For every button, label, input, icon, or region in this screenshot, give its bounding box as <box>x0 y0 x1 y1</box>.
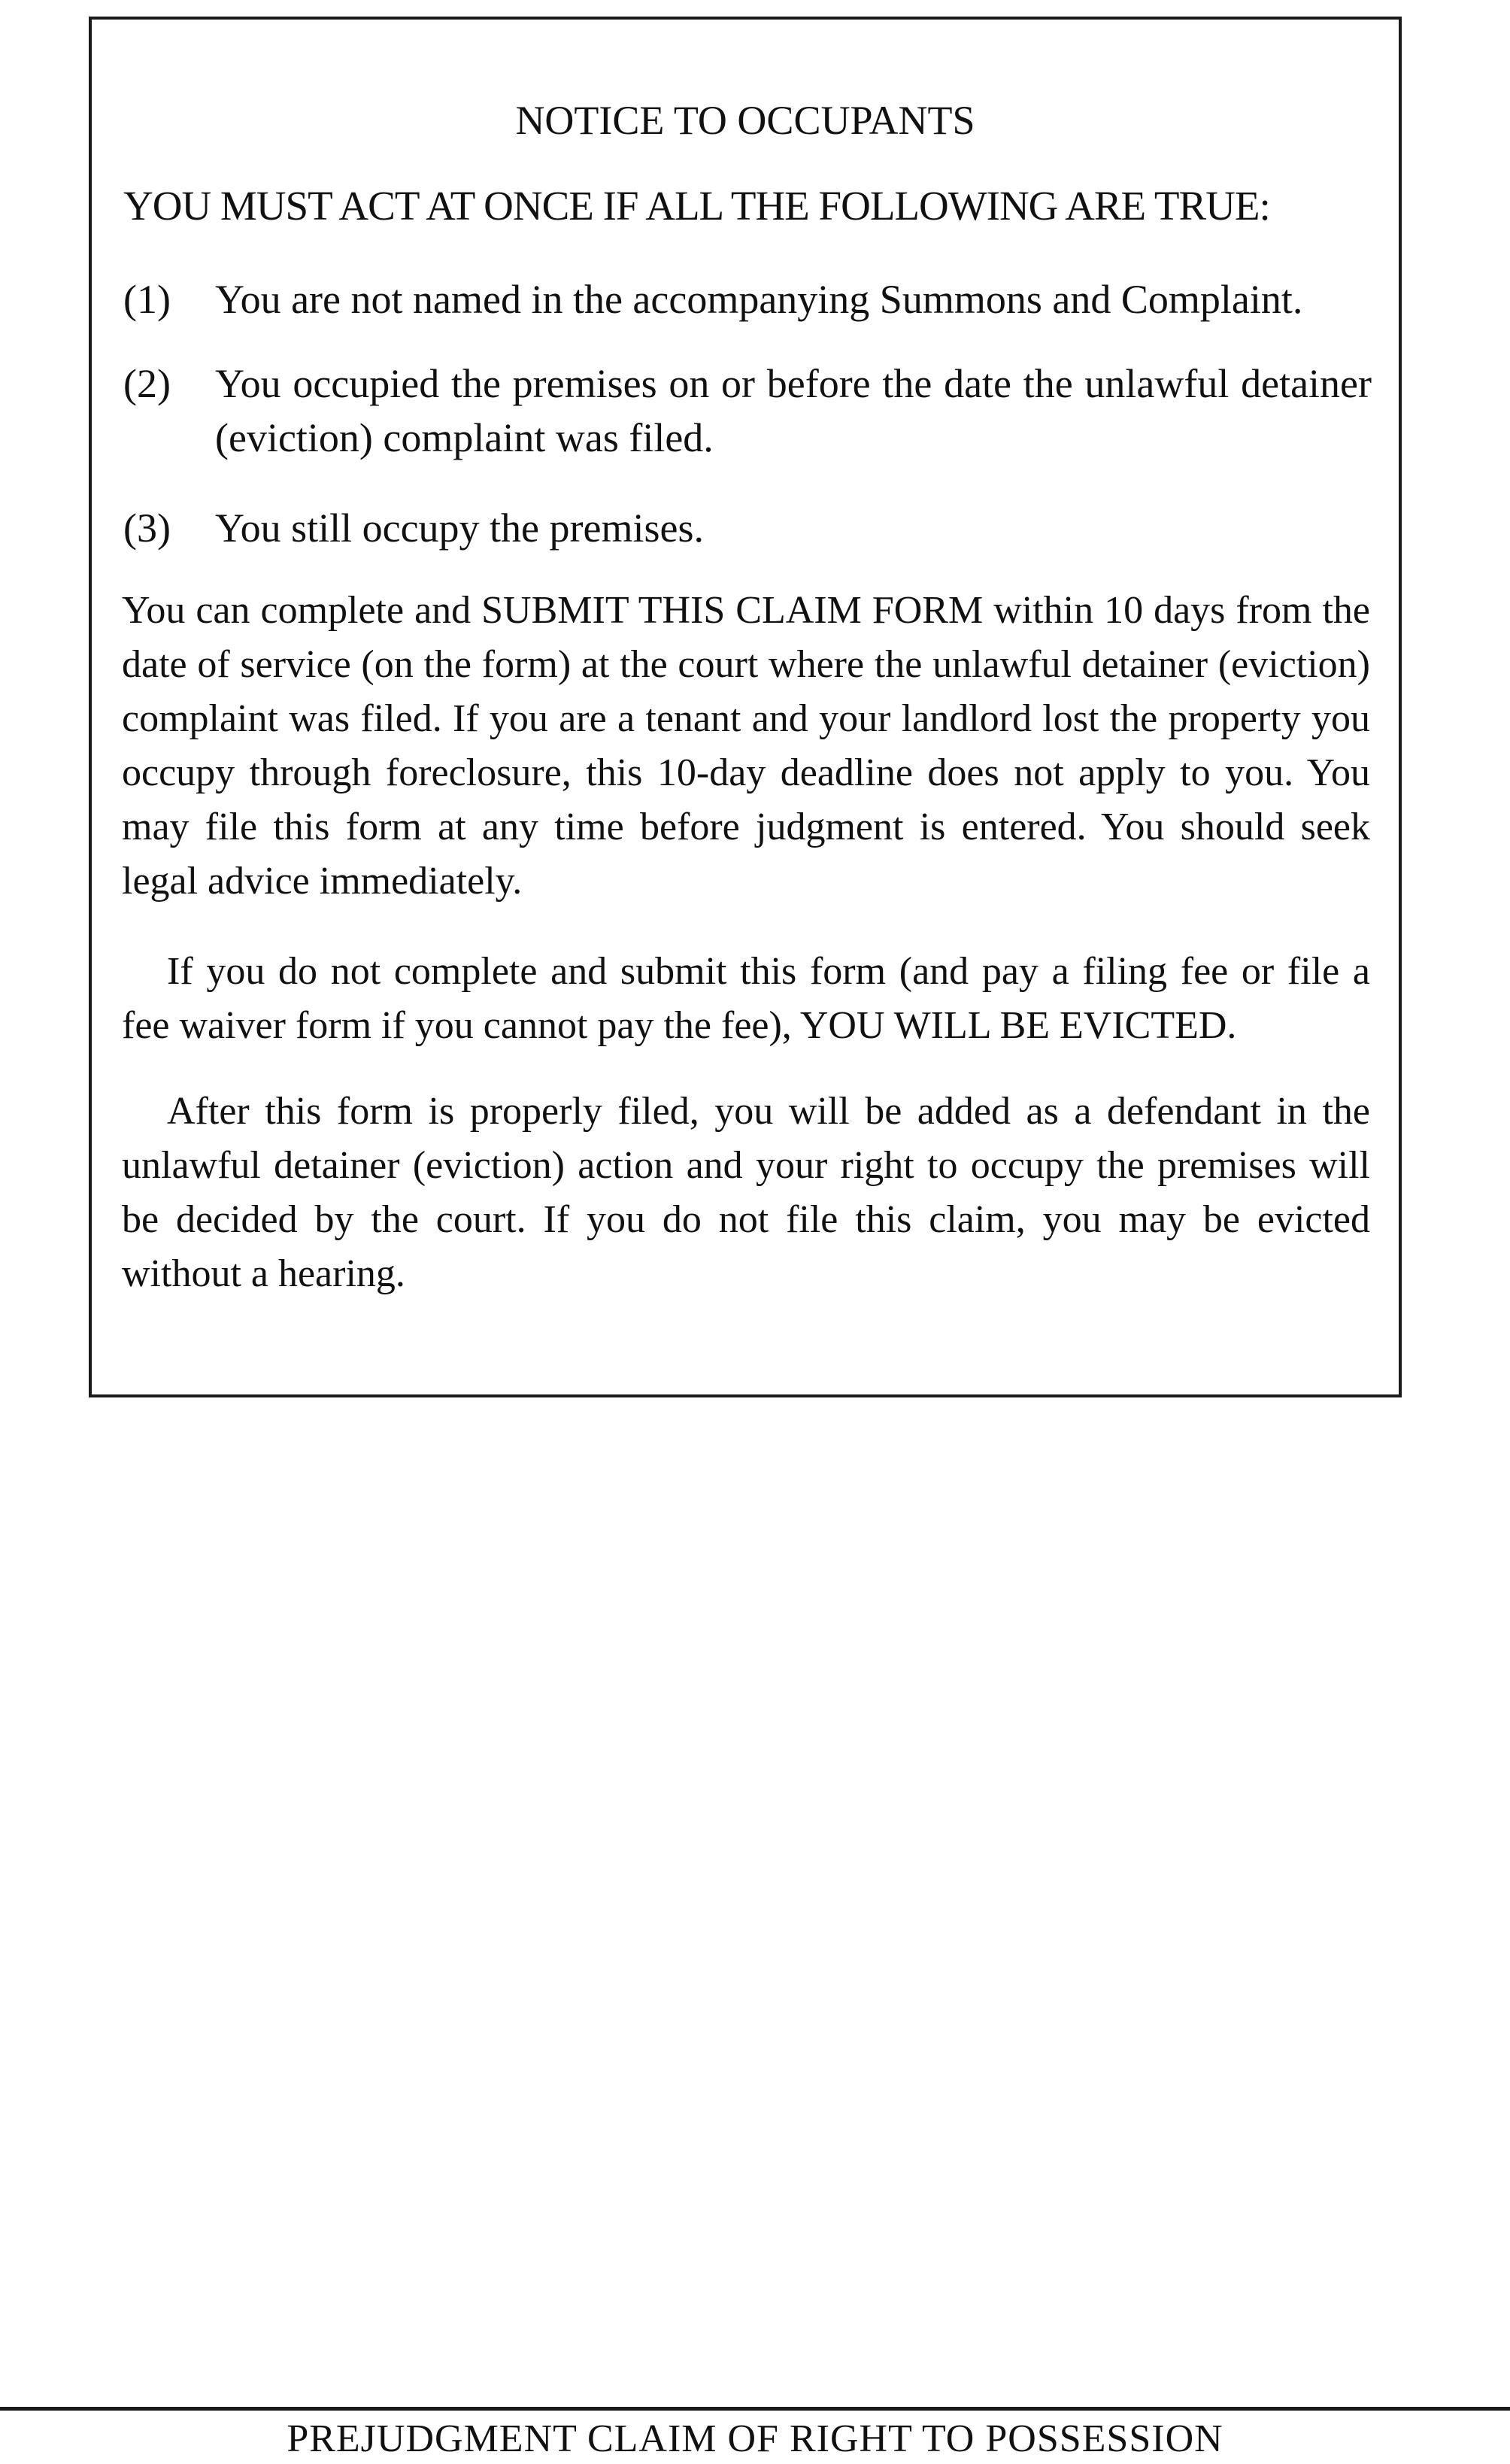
form-title: PREJUDGMENT CLAIM OF RIGHT TO POSSESSION <box>287 2417 1223 2460</box>
condition-text: You still occupy the premises. <box>215 505 704 551</box>
claim-form-paragraph: You can complete and SUBMIT THIS CLAIM FORM within 10 days from the date of service (on the form) at the court where the unlawful detainer (eviction) complaint was filed. If you are a tenant and your landlord lost the property you occupy through foreclosure, this 10-day deadline does not apply to you. You may file this form at any time before judgment is entered. You should seek legal advice immediately. <box>122 589 1370 903</box>
notice-subtitle: YOU MUST ACT AT ONCE IF ALL THE FOLLOWING ARE TRUE: <box>123 183 1270 229</box>
condition-item <box>123 272 1372 326</box>
condition-text: You are not named in the accompanying Summons and Complaint. <box>215 277 1303 322</box>
condition-text: You occupied the premises on or before the date the unlawful detainer (eviction) complaint was filed. <box>215 361 1372 460</box>
condition-number: (1) <box>123 277 171 322</box>
condition-item <box>123 357 1372 465</box>
eviction-warning-paragraph: If you do not complete and submit this form (and pay a filing fee or file a fee waiver form if you cannot pay the fee), YOU WILL BE EVICTED. <box>122 950 1370 1047</box>
notice-box <box>89 17 1402 1397</box>
condition-item <box>123 501 1372 555</box>
condition-number: (3) <box>123 505 171 551</box>
defendant-paragraph: After this form is properly filed, you will be added as a defendant in the unlawful detainer (eviction) action and your right to occupy the premises will be decided by the court. If you do not file this claim, you may be evicted without a hearing. <box>122 1090 1370 1295</box>
footer-divider <box>0 2407 1510 2411</box>
notice-title: NOTICE TO OCCUPANTS <box>515 98 975 143</box>
condition-number: (2) <box>123 361 171 406</box>
